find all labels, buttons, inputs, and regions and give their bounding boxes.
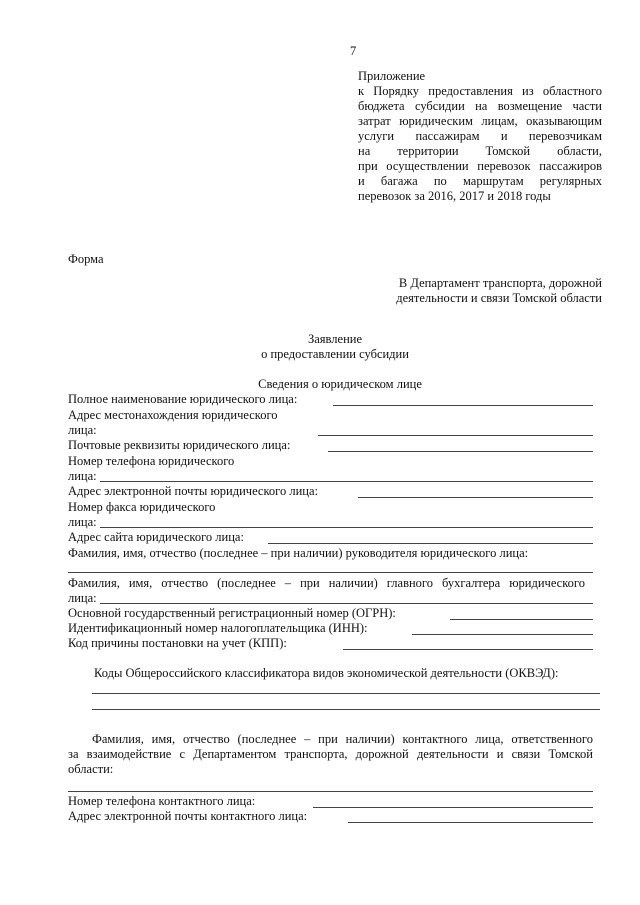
appendix-line: бюджета субсидии на возмещение части [358,99,602,113]
full-name-label: Полное наименование юридического лица: [68,392,298,406]
page-number: 7 [350,44,357,58]
accountant-field[interactable] [100,603,593,604]
head-name-field[interactable] [68,572,593,573]
inn-field[interactable] [412,634,593,635]
address-field[interactable] [318,435,593,436]
appendix-line: на территории Томской области, [358,144,602,158]
website-field[interactable] [268,543,593,544]
email-field[interactable] [358,497,593,498]
appendix-line: услуги пассажирам и перевозчикам [358,129,602,143]
appendix-line: к Порядку предоставления из областного [358,84,602,98]
accountant-label-cont: лица: [68,591,97,605]
website-label: Адрес сайта юридического лица: [68,530,244,544]
ogrn-field[interactable] [450,619,593,620]
appendix-line: затрат юридическим лицам, оказывающим [358,114,602,128]
accountant-label: Фамилия, имя, отчество (последнее – при наличии) главного бухгалтера юридического [68,576,585,590]
contact-label-cont: за взаимодействие с Департаментом транспорта, дорожной деятельности и связи Томской [68,747,593,761]
section-title: Сведения о юридическом лице [258,377,422,391]
contact-phone-field[interactable] [313,807,593,808]
appendix-line: и багажа по маршрутам регулярных [358,174,602,188]
ogrn-label: Основной государственный регистрационный номер (ОГРН): [68,606,396,620]
form-label: Форма [68,252,104,266]
document-subtitle: о предоставлении субсидии [261,347,409,361]
address-label-cont: лица: [68,423,97,437]
inn-label: Идентификационный номер налогоплательщика (ИНН): [68,621,368,635]
email-label: Адрес электронной почты юридического лица: [68,484,318,498]
kpp-field[interactable] [343,649,593,650]
okved-field-1[interactable] [92,693,600,694]
head-name-label: Фамилия, имя, отчество (последнее – при наличии) руководителя юридического лица: [68,546,529,560]
okved-field-2[interactable] [92,709,600,710]
contact-field[interactable] [68,791,593,792]
fax-field[interactable] [100,527,593,528]
appendix-line: перевозок за 2016, 2017 и 2018 годы [358,189,551,203]
appendix-line: при осуществлении перевозок пассажиров [358,159,602,173]
appendix-title: Приложение [358,69,426,83]
appendix-block [358,69,602,204]
address-label: Адрес местонахождения юридического [68,408,278,422]
postal-field[interactable] [328,451,593,452]
full-name-field[interactable] [333,405,593,406]
okved-label: Коды Общероссийского классификатора видов экономической деятельности (ОКВЭД): [94,666,559,680]
phone-label: Номер телефона юридического [68,454,235,468]
addressee-line-1: В Департамент транспорта, дорожной [398,276,602,290]
fax-label-cont: лица: [68,515,97,529]
fax-label: Номер факса юридического [68,500,216,514]
postal-label: Почтовые реквизиты юридического лица: [68,438,291,452]
addressee-line-2: деятельности и связи Томской области [396,291,602,305]
document-title: Заявление [307,332,362,346]
contact-email-label: Адрес электронной почты контактного лица: [68,809,308,823]
phone-label-cont: лица: [68,469,97,483]
contact-email-field[interactable] [348,822,593,823]
contact-phone-label: Номер телефона контактного лица: [68,794,256,808]
contact-label: Фамилия, имя, отчество (последнее – при наличии) контактного лица, ответственного [92,732,593,746]
kpp-label: Код причины постановки на учет (КПП): [68,636,287,650]
phone-field[interactable] [100,481,593,482]
contact-label-end: области: [68,762,114,776]
